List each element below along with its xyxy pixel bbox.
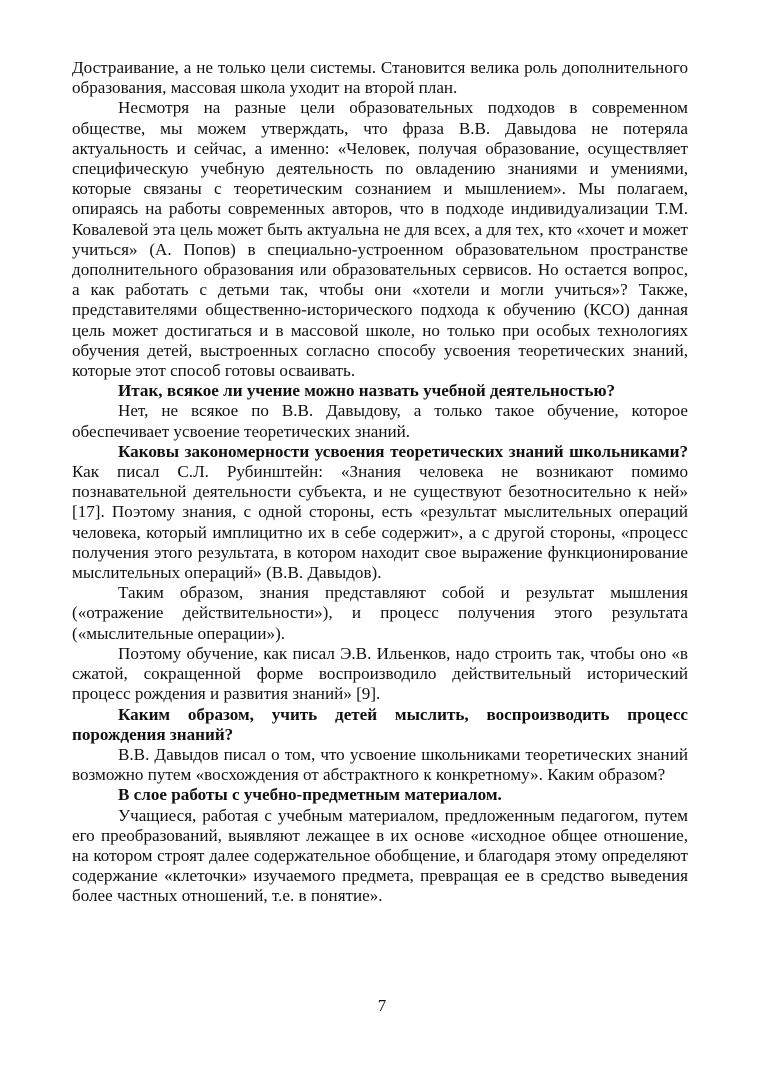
paragraph-text: В.В. Давыдов писал о том, что усвоение школьниками теоретических знаний возможно путем «восхождения от абстрактного к конкретному». Каким образом? — [72, 744, 688, 785]
paragraph — [72, 98, 688, 381]
paragraph-text: Несмотря на разные цели образовательных подходов в современном обществе, мы можем утверждать, что фраза В.В. Давыдова не потеряла актуальность и сейчас, а именно: «Человек, получая образование, осуществляет специфическую учебную деятельность по овладению знаниями и умениями, которые связаны с теоретическим сознанием и мышлением». Мы полагаем, опираясь на работы современных авторов, что в подходе индивидуализации Т.М. Ковалевой эта цель может быть актуальна не для всех, а для тех, кто «хочет и может учиться» (А. Попов) в специально-устроенном образовательном пространстве дополнительного образования или образовательных сервисов. Но остается вопрос, а как работать с детьми так, чтобы они «хотели и могли учиться»? Также, представителями общественно-исторического подхода к обучению (КСО) данная цель может достигаться и в массовой школе, но только при особых технологиях обучения детей, выстроенных согласно способу усвоения теоретических знаний, которые этот способ готовы осваивать. — [72, 98, 688, 381]
question-text: Итак, всякое ли учение можно назвать учебной деятельностью? — [118, 381, 616, 401]
paragraph-text: Учащиеся, работая с учебным материалом, предложенным педагогом, путем его преобразований, выявляют лежащее в их основе «исходное общее отношение, на котором строят далее содержательное обобщение, и благодаря этому определяют содержание «клеточки» изучаемого предмета, превращая ее в средство выведения более частных отношений, т.е. в понятие». — [72, 805, 688, 906]
paragraph-text: Поэтому обучение, как писал Э.В. Ильенков, надо строить так, чтобы оно «в сжатой, сокращенной форме воспроизводило действительный исторический процесс рождения и развития знаний» [9]. — [72, 643, 688, 704]
question-heading — [72, 381, 688, 401]
paragraph — [72, 401, 688, 441]
paragraph — [72, 745, 688, 785]
paragraph-text: Как писал С.Л. Рубинштейн: «Знания человека не возникают помимо познавательной деятельности субъекта, и не существуют безотносительно к ней» [17]. Поэтому знания, с одной стороны, есть «результат мыслительных операций человека, который имплицитно их в себе содержит», а с другой стороны, «процесс получения этого результата, в котором находит свое выражение функционирование мыслительных операций» (В.В. Давыдов). — [72, 462, 688, 583]
paragraph-continuation — [72, 58, 688, 98]
paragraph — [72, 442, 688, 583]
paragraph — [72, 583, 688, 644]
question-text: Каковы закономерности усвоения теоретических знаний школьниками? — [118, 441, 688, 461]
section-heading-text: В слое работы с учебно-предметным материалом. — [118, 785, 502, 805]
paragraph — [72, 644, 688, 705]
paragraph-text: Достраивание, а не только цели системы. Становится велика роль дополнительного образования, массовая школа уходит на второй план. — [72, 58, 688, 98]
paragraph — [72, 806, 688, 907]
page-number: 7 — [377, 996, 387, 1015]
question-heading — [72, 705, 688, 745]
paragraph-text: Нет, не всякое по В.В. Давыдову, а только такое обучение, которое обеспечивает усвоение теоретических знаний. — [72, 401, 688, 441]
page-body — [72, 58, 688, 907]
question-text: Каким образом, учить детей мыслить, воспроизводить процесс порождения знаний? — [72, 704, 688, 744]
paragraph-text: Таким образом, знания представляют собой и результат мышления («отражение действительности»), и процесс получения этого результата («мыслительные операции»). — [72, 583, 688, 643]
section-heading — [72, 785, 688, 805]
